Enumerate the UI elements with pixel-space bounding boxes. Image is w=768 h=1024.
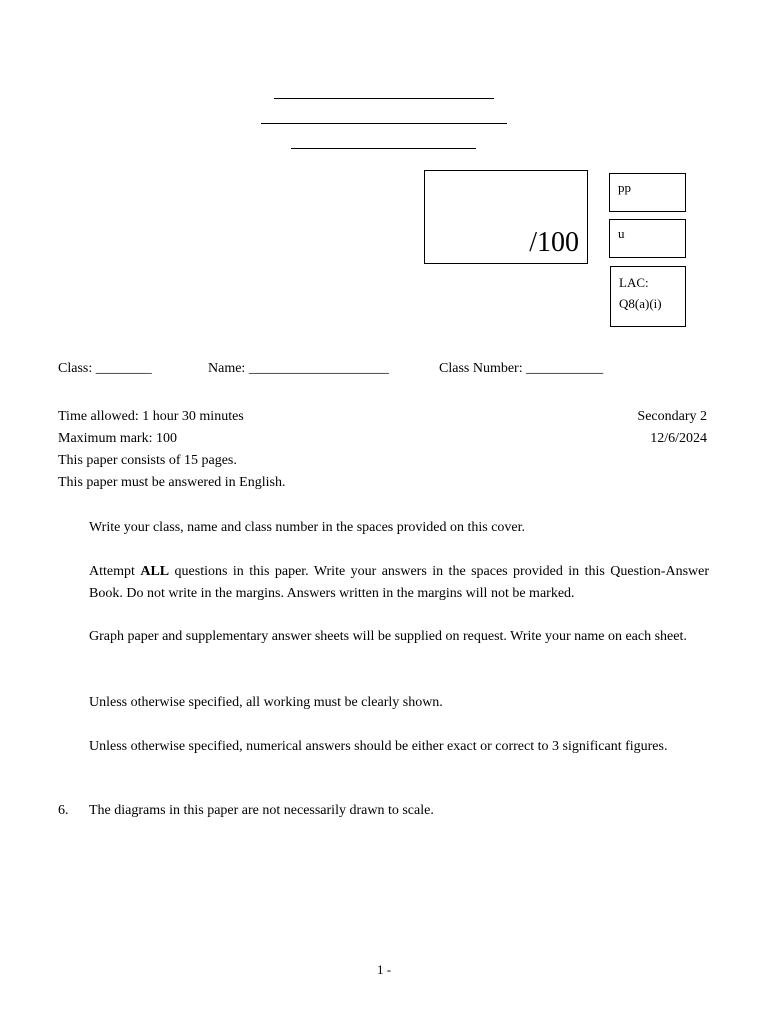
- score-box: [424, 170, 588, 264]
- maximum-mark: Maximum mark: 100: [58, 431, 177, 446]
- class-field[interactable]: Class: ________: [58, 361, 152, 376]
- page-count: This paper consists of 15 pages.: [58, 453, 237, 468]
- lac-label: LAC:: [619, 275, 649, 290]
- language-note: This paper must be answered in English.: [58, 475, 286, 490]
- marker-box-pp: [609, 173, 686, 212]
- lac-question: Q8(a)(i): [619, 295, 662, 311]
- marker-box-u-label: u: [618, 226, 625, 241]
- score-total: /100: [529, 227, 579, 258]
- instruction-6-number: 6.: [58, 803, 69, 818]
- marker-box-pp-label: pp: [618, 180, 631, 195]
- marker-box-lac: [610, 266, 686, 327]
- page-number: 1 -: [376, 962, 392, 977]
- instruction-6: The diagrams in this paper are not necessarily drawn to scale.: [89, 803, 434, 818]
- instruction-5: Unless otherwise specified, numerical answers should be either exact or correct to 3 significant figures.: [89, 739, 668, 754]
- title-line-3: [291, 148, 476, 149]
- instruction-2-pre: Attempt: [89, 564, 141, 579]
- level: Secondary 2: [637, 409, 707, 424]
- instruction-1: Write your class, name and class number in the spaces provided on this cover.: [89, 520, 526, 535]
- instruction-3: Graph paper and supplementary answer sheets will be supplied on request. Write your name on each sheet.: [89, 629, 687, 644]
- instruction-2-bold: ALL: [140, 564, 170, 579]
- title-line-1: [274, 98, 494, 99]
- time-allowed: Time allowed: 1 hour 30 minutes: [58, 409, 244, 424]
- title-line-2: [261, 123, 507, 124]
- instruction-2-post: questions in this paper. Write your answers in the spaces provided in this Question-Answer Book. Do not write in the margins. Answers written in the margins will not be marked.: [89, 564, 710, 601]
- class-number-field[interactable]: Class Number: ___________: [439, 361, 604, 376]
- instruction-4: Unless otherwise specified, all working must be clearly shown.: [89, 695, 443, 710]
- instruction-2: [89, 561, 709, 605]
- marker-box-u: [609, 219, 686, 258]
- name-field[interactable]: Name: ____________________: [208, 361, 389, 376]
- exam-date: 12/6/2024: [650, 431, 707, 446]
